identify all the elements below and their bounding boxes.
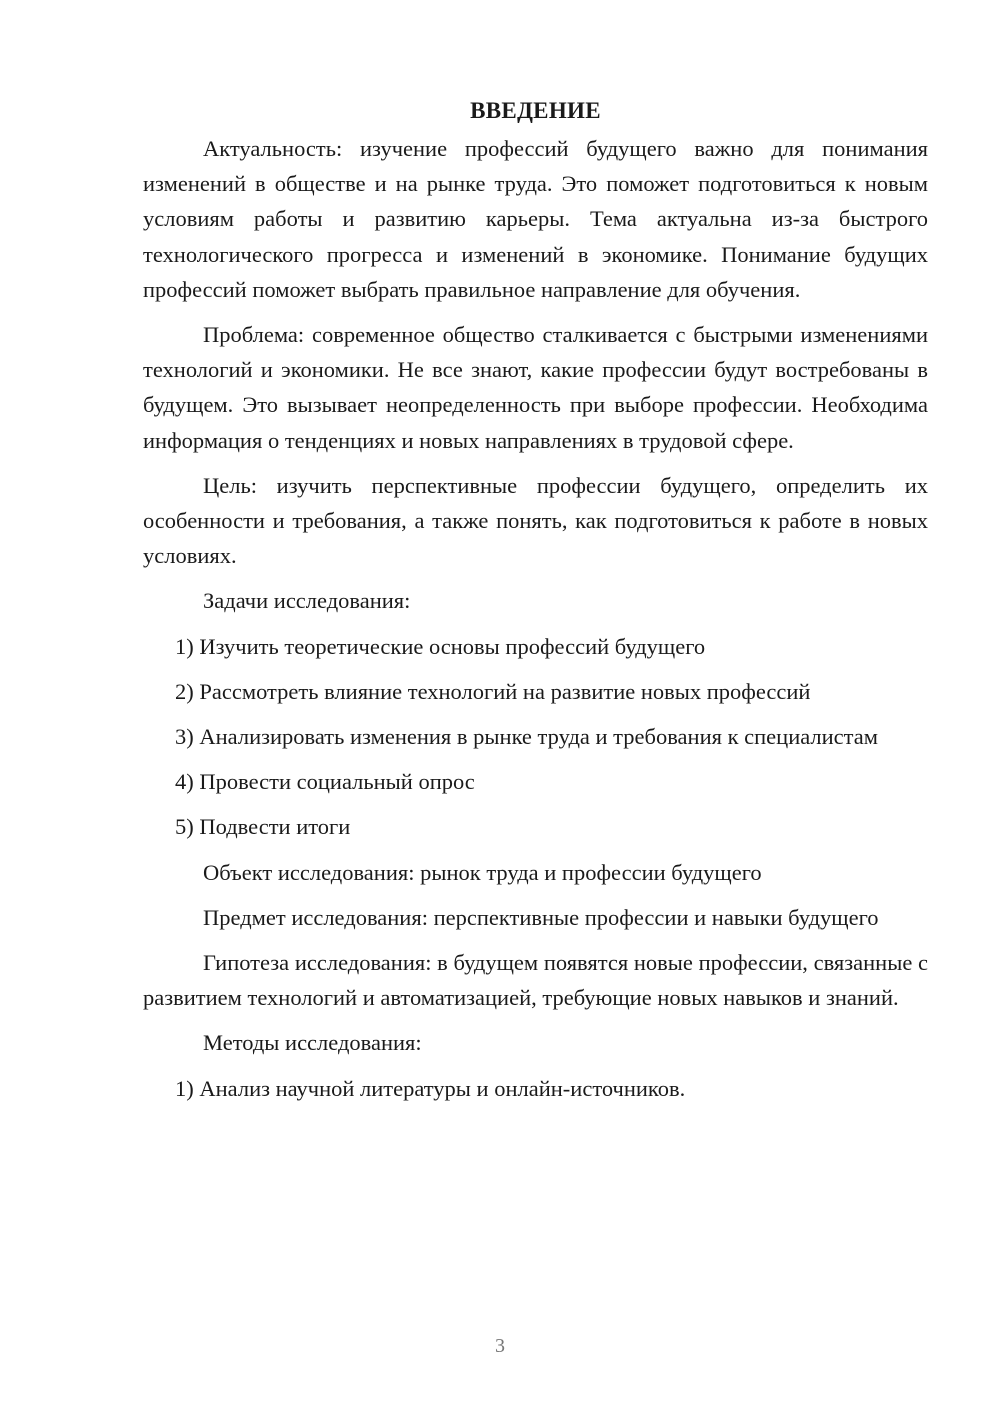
hypothesis-paragraph: Гипотеза исследования: в будущем появятся новые профессии, связанные с развитием технологий и автоматизацией, требующие новых навыков и знаний. xyxy=(143,950,928,1011)
goal-paragraph: Цель: изучить перспективные профессии будущего, определить их особенности и требования, а также понять, как подготовиться к работе в новых условиях. xyxy=(143,472,928,569)
page-number: 3 xyxy=(495,1335,505,1357)
subject-paragraph: Предмет исследования: перспективные профессии и навыки будущего xyxy=(203,904,879,930)
methods-heading: Методы исследования: xyxy=(203,1030,422,1056)
method-item-1: 1) Анализ научной литературы и онлайн-источников. xyxy=(175,1075,686,1101)
tasks-heading: Задачи исследования: xyxy=(203,588,411,614)
section-heading: ВВЕДЕНИЕ xyxy=(470,98,601,123)
task-item-5: 5) Подвести итоги xyxy=(175,814,351,840)
task-item-1: 1) Изучить теоретические основы профессий будущего xyxy=(175,633,706,659)
object-paragraph: Объект исследования: рынок труда и профессии будущего xyxy=(203,859,762,885)
problem-paragraph: Проблема: современное общество сталкивается с быстрыми изменениями технологий и экономики. Не все знают, какие профессии будут востребованы в будущем. Это вызывает неопределенность при выборе профессии. Необходима информация о тенденциях и новых направлениях в трудовой сфере. xyxy=(143,322,928,453)
task-item-4: 4) Провести социальный опрос xyxy=(175,769,475,795)
relevance-paragraph: Актуальность: изучение профессий будущего важно для понимания изменений в обществе и на рынке труда. Это поможет подготовиться к новым условиям работы и развитию карьеры. Тема актуальна из-за быстрого технологического прогресса и изменений в экономике. Понимание будущих профессий поможет выбрать правильное направление для обучения. xyxy=(143,136,928,302)
task-item-3: 3) Анализировать изменения в рынке труда и требования к специалистам xyxy=(175,724,879,750)
page-content xyxy=(143,93,928,1116)
task-item-2: 2) Рассмотреть влияние технологий на развитие новых профессий xyxy=(175,678,811,704)
